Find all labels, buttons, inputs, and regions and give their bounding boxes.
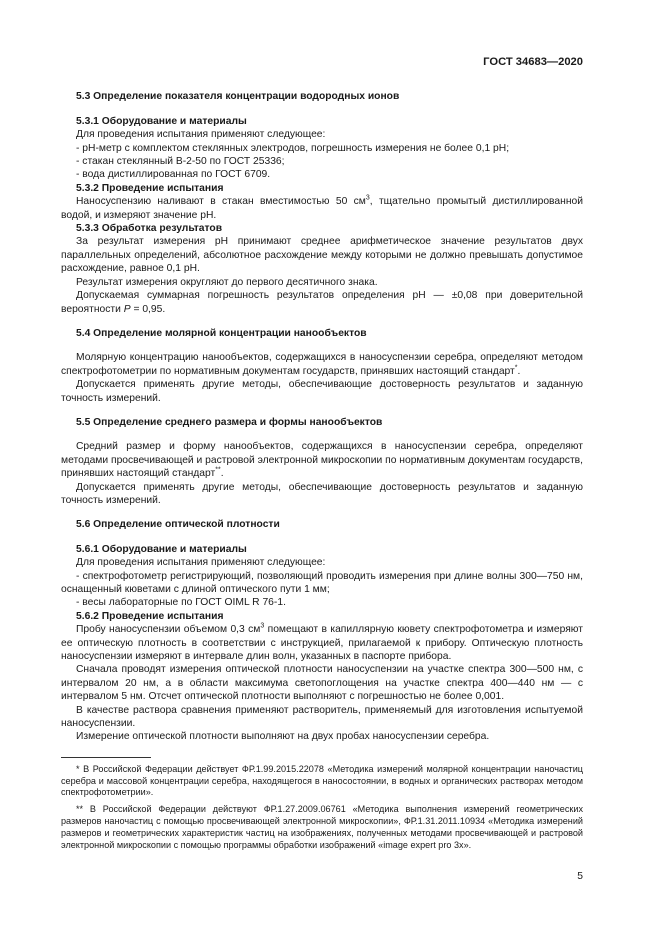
list-item: - вода дистиллированная по ГОСТ 6709.	[76, 169, 271, 181]
standard-designation: ГОСТ 34683—2020	[483, 56, 583, 68]
section-5-3-3-para: Результат измерения округляют до первого десятичного знака.	[76, 276, 378, 288]
section-5-3-title: 5.3 Определение показателя концентрации водородных ионов	[76, 91, 400, 103]
section-5-5-para: Допускается применять другие методы, обеспечивающие достоверность результатов и заданную точность измерений.	[61, 481, 583, 506]
page-number: 5	[577, 871, 583, 882]
section-5-6-2-para: В качестве раствора сравнения применяют растворитель, применяемый для изготовления испытуемой наносуспензии.	[61, 704, 583, 730]
footnote: ** В Российской Федерации действуют ФР.1.27.2009.06761 «Методика выполнения измерений геометрических размеров наночастиц с помощью просвечивающей электронной микроскопии», ФР.1.31.2011.10934 «Методика измерений размеров и геометрических характеристик частиц на изображениях, полученных методами просвечивающей и растровой электронной микроскопии с помощью программы обработки изображений «image expert pro 3x».	[61, 804, 583, 850]
section-5-6-1-title: 5.6.1 Оборудование и материалы	[76, 543, 247, 555]
section-5-3-2-title: 5.3.2 Проведение испытания	[76, 182, 224, 194]
section-5-5-title: 5.5 Определение среднего размера и формы нанообъектов	[76, 416, 383, 428]
section-5-6-2-para: Измерение оптической плотности выполняют на двух пробах наносуспензии серебра.	[76, 731, 490, 743]
footnote-divider	[61, 757, 151, 758]
section-5-5-para: Средний размер и форму нанообъектов, содержащихся в наносуспензии серебра, определяют методами просвечивающей и растровой электронной микроскопии по нормативным документам государств, принявших настоящий стандарт**.	[61, 441, 583, 480]
section-5-6-2-title: 5.6.2 Проведение испытания	[76, 610, 224, 622]
list-item: - спектрофотометр регистрирующий, позволяющий проводить измерения при длине волны 300—750 нм, оснащенный кюветами с длиной оптического пути 1 мм;	[61, 570, 583, 595]
section-5-3-3-para: За результат измерения pH принимают среднее арифметическое значение результатов двух параллельных определений, абсолютное расхождение между которыми не должно превышать допустимое расхождение, равное 0,1 pH.	[61, 236, 583, 275]
section-5-3-3-title: 5.3.3 Обработка результатов	[76, 223, 223, 235]
section-5-3-3-para: Допускаемая суммарная погрешность результатов определения pH — ±0,08 при доверительной вероятности P = 0,95.	[61, 290, 583, 315]
footnote: * В Российской Федерации действует ФР.1.99.2015.22078 «Методика измерений молярной концентрации наночастиц серебра и массовой концентрации серебра, находящегося в наносостоянии, в водных и органических растворах методом спектрофотометрии».	[61, 763, 583, 798]
section-5-3-1-intro: Для проведения испытания применяют следующее:	[76, 129, 326, 141]
section-5-6-2-para: Сначала проводят измерения оптической плотности наносуспензии на участке спектра 300—500 нм, с интервалом 20 нм, а в области максимума светопоглощения на участке спектра 400—440 нм — с интервалом 5 нм. Отсчет оптической плотности выполняют с погрешностью не более 0,001.	[61, 664, 583, 703]
list-item: - весы лабораторные по ГОСТ OIML R 76-1.	[76, 597, 286, 609]
section-5-4-title: 5.4 Определение молярной концентрации нанообъектов	[76, 327, 367, 339]
section-5-3-2-text: Наносуспензию наливают в стакан вместимостью 50 $см^3$, тщательно промытый дистиллированной водой, и измеряют значение pH.	[61, 194, 583, 221]
section-5-6-2-para: Пробу наносуспензии объемом 0,3 $см^3$ помещают в капиллярную кювету спектрофотометра и измеряют ее оптическую плотность в соответствии с инструкцией, прилагаемой к прибору. Оптическую плотность наносуспензии измеряют в интервале длин волн, указанных в паспорте прибора.	[61, 622, 583, 663]
section-5-4-para: Молярную концентрацию нанообъектов, содержащихся в наносуспензии серебра, определяют методом спектрофотометрии по нормативным документам государств, принявших настоящий стандарт*.	[61, 352, 583, 377]
section-5-6-1-intro: Для проведения испытания применяют следующее:	[76, 557, 326, 569]
section-5-4-para: Допускается применять другие методы, обеспечивающие достоверность результатов и заданную точность измерений.	[61, 379, 583, 404]
list-item: - стакан стеклянный В-2-50 по ГОСТ 25336;	[76, 156, 285, 168]
section-5-6-title: 5.6 Определение оптической плотности	[76, 519, 280, 531]
section-5-3-1-title: 5.3.1 Оборудование и материалы	[76, 115, 247, 127]
list-item: - pH-метр с комплектом стеклянных электродов, погрешность измерения не более 0,1 pH;	[76, 142, 510, 154]
